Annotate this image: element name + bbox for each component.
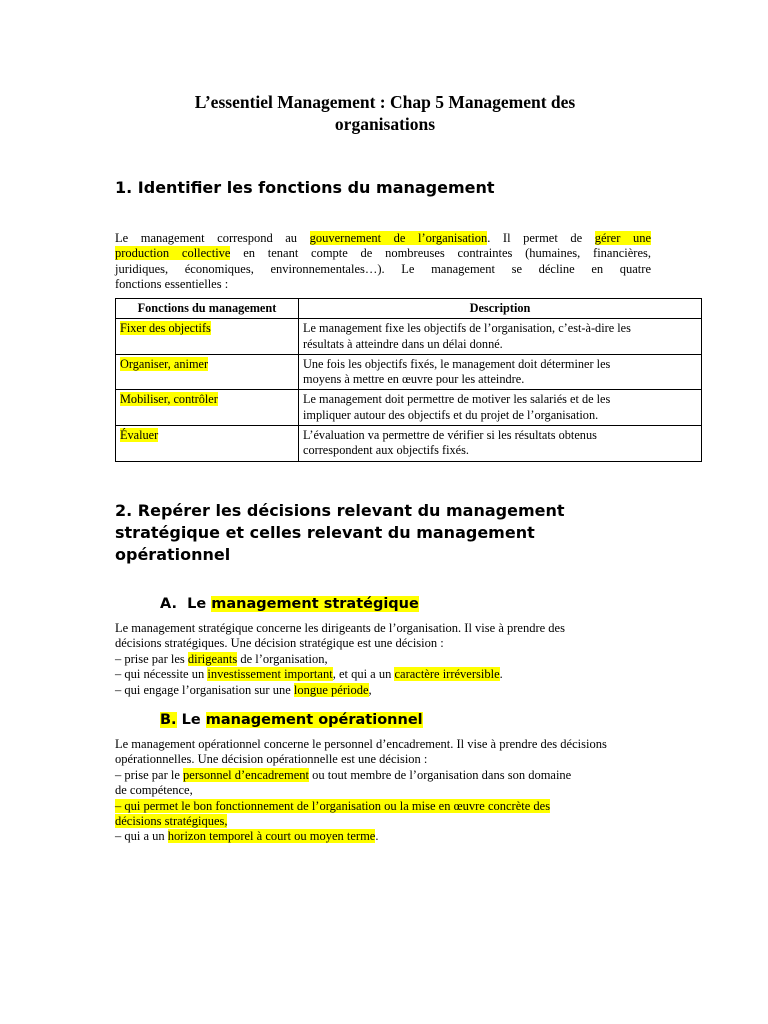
description-line: Le management doit permettre de motiver les salariés et de les: [303, 392, 611, 407]
bullet-text: – qui a un: [115, 829, 168, 844]
table-row: [116, 354, 702, 390]
table-row: [116, 426, 702, 462]
highlight-investissement: investissement important: [207, 667, 333, 682]
highlight-bon-fonctionnement: bon fonctionnement de l’organisation ou la mise en œuvre concrète des: [193, 798, 551, 813]
section-2-heading: [115, 500, 565, 566]
highlight-longue-periode: longue période: [293, 682, 369, 697]
document-title-line-2: organisations: [334, 114, 436, 134]
intro-line-3: juridiques, économiques, environnementales…). Le management se décline en quatre: [115, 261, 651, 276]
description-line: résultats à atteindre dans un délai donné.: [303, 336, 503, 351]
section-2-heading-line: stratégique et celles relevant du management: [115, 523, 535, 542]
document-title-line-1: L’essentiel Management : Chap 5 Management des: [194, 92, 576, 112]
table-cell-description: [299, 390, 702, 426]
table-header-functions: Fonctions du management: [116, 299, 299, 319]
table-cell-description: [299, 319, 702, 355]
bullet-text: , et qui a un: [332, 667, 395, 682]
description-line: Une fois les objectifs fixés, le management doit déterminer les: [303, 356, 611, 371]
subsection-b-title: management opérationnel: [205, 712, 423, 728]
description-line: impliquer autour des objectifs et du projet de l’organisation.: [303, 407, 599, 422]
intro-line-2: [115, 246, 651, 261]
intro-text: Le management correspond au: [115, 231, 310, 245]
highlight-personnel: personnel d’encadrement: [183, 767, 310, 782]
table-cell-function: [116, 390, 299, 426]
body-line: décisions stratégiques. Une décision stratégique est une décision :: [115, 636, 444, 651]
table-cell-function: [116, 319, 299, 355]
highlight-decisions: décisions stratégiques,: [115, 814, 228, 829]
highlight-irreversible: caractère irréversible: [394, 667, 500, 682]
description-line: L’évaluation va permettre de vérifier si les résultats obtenus: [303, 428, 597, 443]
intro-text: . Il permet de: [487, 231, 595, 245]
intro-line-4: fonctions essentielles :: [115, 277, 229, 292]
bullet-text: .: [375, 829, 379, 844]
subsection-a-heading: [160, 595, 419, 614]
functions-table: [115, 298, 702, 462]
body-line: opérationnelles. Une décision opérationnelle est une décision :: [115, 752, 428, 767]
bullet-item: [115, 829, 675, 844]
table-cell-function: [116, 354, 299, 390]
highlight-horizon: horizon temporel à court ou moyen terme: [167, 829, 376, 844]
table-row: [116, 390, 702, 426]
table-cell-function: [116, 426, 299, 462]
subsection-b-letter: B.: [160, 712, 177, 728]
highlight-dirigeants: dirigeants: [187, 651, 238, 666]
bullet-text: – prise par les: [115, 651, 188, 666]
description-line: Le management fixe les objectifs de l’organisation, c’est-à-dire les: [303, 321, 631, 336]
subsection-b-prefix: Le: [176, 712, 206, 728]
highlight-production: production collective: [115, 246, 231, 261]
body-line: Le management stratégique concerne les dirigeants de l’organisation. Il vise à prendre des: [115, 621, 565, 635]
table-header-row: [116, 299, 702, 319]
subsection-a-prefix: Le: [187, 596, 212, 612]
highlight-gouvernement: gouvernement de l’organisation: [309, 231, 488, 245]
subsection-a-body: [115, 621, 651, 698]
bullet-continuation: de compétence,: [115, 783, 193, 798]
highlight-gerer: gérer une: [594, 231, 651, 245]
bullet-continuation: [115, 814, 675, 829]
bullet-item: [115, 683, 651, 698]
subsection-b-body: [115, 737, 675, 845]
function-label: Organiser, animer: [120, 356, 209, 371]
description-line: moyens à mettre en œuvre pour les atteindre.: [303, 372, 525, 387]
table-cell-description: [299, 354, 702, 390]
bullet-item: [115, 652, 651, 667]
section-1-intro: [115, 231, 651, 293]
subsection-b-heading: [160, 711, 423, 730]
intro-text: en tenant compte de nombreuses contraintes (humaines, financières,: [230, 246, 651, 261]
description-line: correspondent aux objectifs fixés.: [303, 443, 469, 458]
table-row: [116, 319, 702, 355]
section-2-heading-line: 2. Repérer les décisions relevant du management: [115, 501, 565, 520]
subsection-a-letter: A.: [160, 596, 177, 612]
bullet-text: – prise par le: [115, 767, 184, 782]
bullet-text: ou tout membre de l’organisation dans son domaine: [309, 767, 572, 782]
bullet-text: de l’organisation,: [237, 651, 328, 666]
highlight-bullet: – qui permet le: [115, 798, 194, 813]
bullet-item: [115, 799, 675, 814]
intro-line-1: [115, 231, 651, 246]
bullet-text: – qui nécessite un: [115, 667, 208, 682]
section-2-heading-line: opérationnel: [115, 545, 231, 564]
bullet-text: – qui engage l’organisation sur une: [115, 682, 294, 697]
bullet-text: .: [499, 667, 503, 682]
table-header-description: Description: [299, 299, 702, 319]
document-title: [115, 91, 655, 135]
function-label: Fixer des objectifs: [120, 321, 211, 336]
bullet-item: [115, 667, 651, 682]
body-line: Le management opérationnel concerne le personnel d’encadrement. Il vise à prendre des décisions: [115, 737, 607, 751]
table-cell-description: [299, 426, 702, 462]
bullet-item: [115, 768, 675, 783]
subsection-a-title: management stratégique: [211, 596, 419, 612]
function-label: Mobiliser, contrôler: [120, 392, 218, 407]
section-1-heading: 1. Identifier les fonctions du management: [115, 178, 495, 197]
bullet-text: ,: [368, 682, 372, 697]
function-label: Évaluer: [120, 428, 159, 443]
